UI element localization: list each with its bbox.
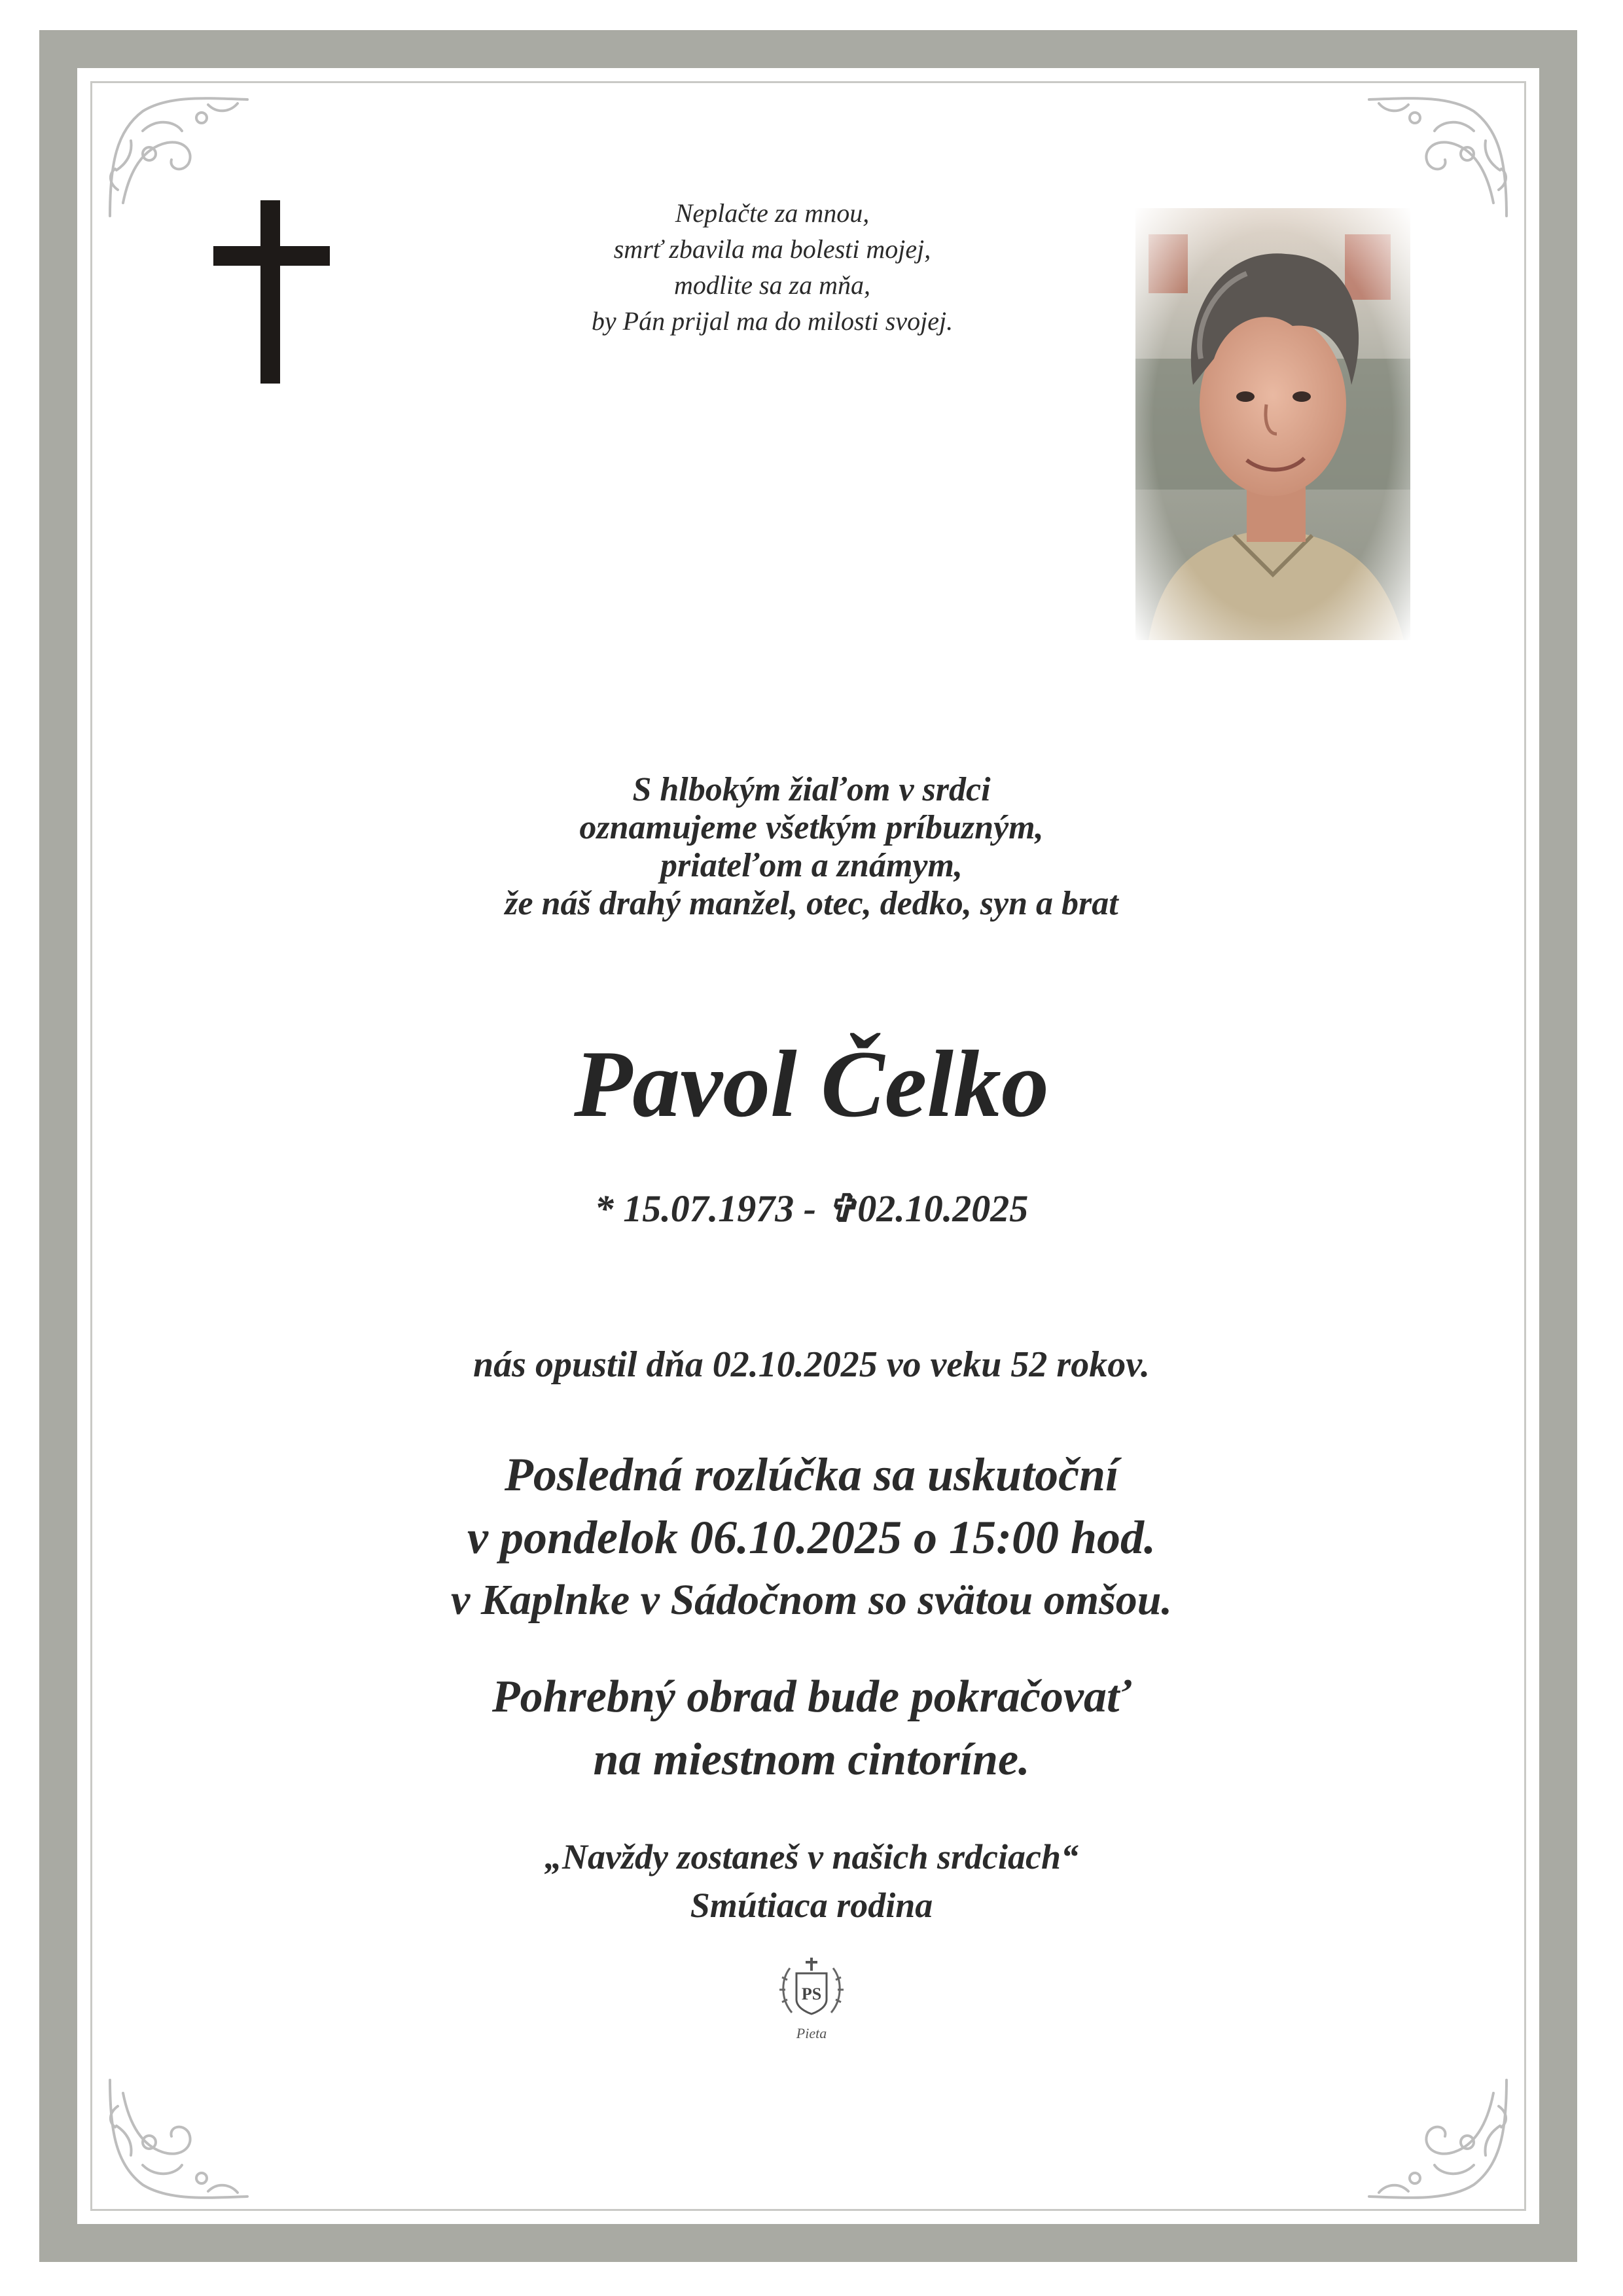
burial-info <box>196 1666 1427 1791</box>
portrait-photo <box>1135 208 1410 640</box>
death-cross-icon: ✞ <box>825 1187 858 1230</box>
poem-line: Neplačte za mnou, <box>675 198 870 228</box>
quote-line: „Navždy zostaneš v našich srdciach“ <box>544 1837 1079 1876</box>
wreath-logo-icon <box>776 1954 847 2026</box>
corner-ornament-icon <box>103 2073 254 2204</box>
corner-ornament-icon <box>1363 92 1513 223</box>
poem <box>471 195 1073 339</box>
poem-line: by Pán prijal ma do milosti svojej. <box>591 306 954 336</box>
closing-quote <box>196 1833 1427 1929</box>
funeral-service-logo <box>769 1954 854 2052</box>
logo-monogram: PS <box>801 1984 822 2003</box>
ceremony-line: v Kaplnke v Sádočnom so svätou omšou. <box>451 1576 1172 1624</box>
signature-line: Smútiaca rodina <box>690 1886 933 1925</box>
burial-line: na miestnom cintoríne. <box>593 1734 1030 1785</box>
death-date: 02.10.2025 <box>857 1187 1029 1230</box>
corner-ornament-icon <box>1363 2073 1513 2204</box>
intro-line: že náš drahý manžel, otec, dedko, syn a brat <box>505 885 1118 922</box>
announcement-intro <box>196 771 1427 923</box>
ceremony-line: Posledná rozlúčka sa uskutoční <box>504 1448 1119 1501</box>
deceased-name: Pavol Čelko <box>574 1031 1049 1137</box>
burial-line: Pohrebný obrad bude pokračovať <box>491 1672 1132 1722</box>
intro-line: S hlbokým žiaľom v srdci <box>632 771 991 808</box>
cross-icon <box>209 196 334 386</box>
poem-line: modlite sa za mňa, <box>674 270 870 300</box>
poem-line: smrť zbavila ma bolesti mojej, <box>613 234 931 264</box>
death-notice-line: nás opustil dňa 02.10.2025 vo veku 52 rokov. <box>473 1344 1150 1385</box>
intro-line: oznamujeme všetkým príbuzným, <box>579 809 1044 846</box>
intro-line: priateľom a známym, <box>660 847 963 884</box>
life-dates <box>196 1186 1427 1232</box>
ceremony-line: v pondelok 06.10.2025 o 15:00 hod. <box>467 1511 1156 1564</box>
birth-date: * 15.07.1973 - <box>594 1187 817 1230</box>
logo-text: Pieta <box>796 2025 827 2041</box>
farewell-ceremony <box>196 1443 1427 1632</box>
